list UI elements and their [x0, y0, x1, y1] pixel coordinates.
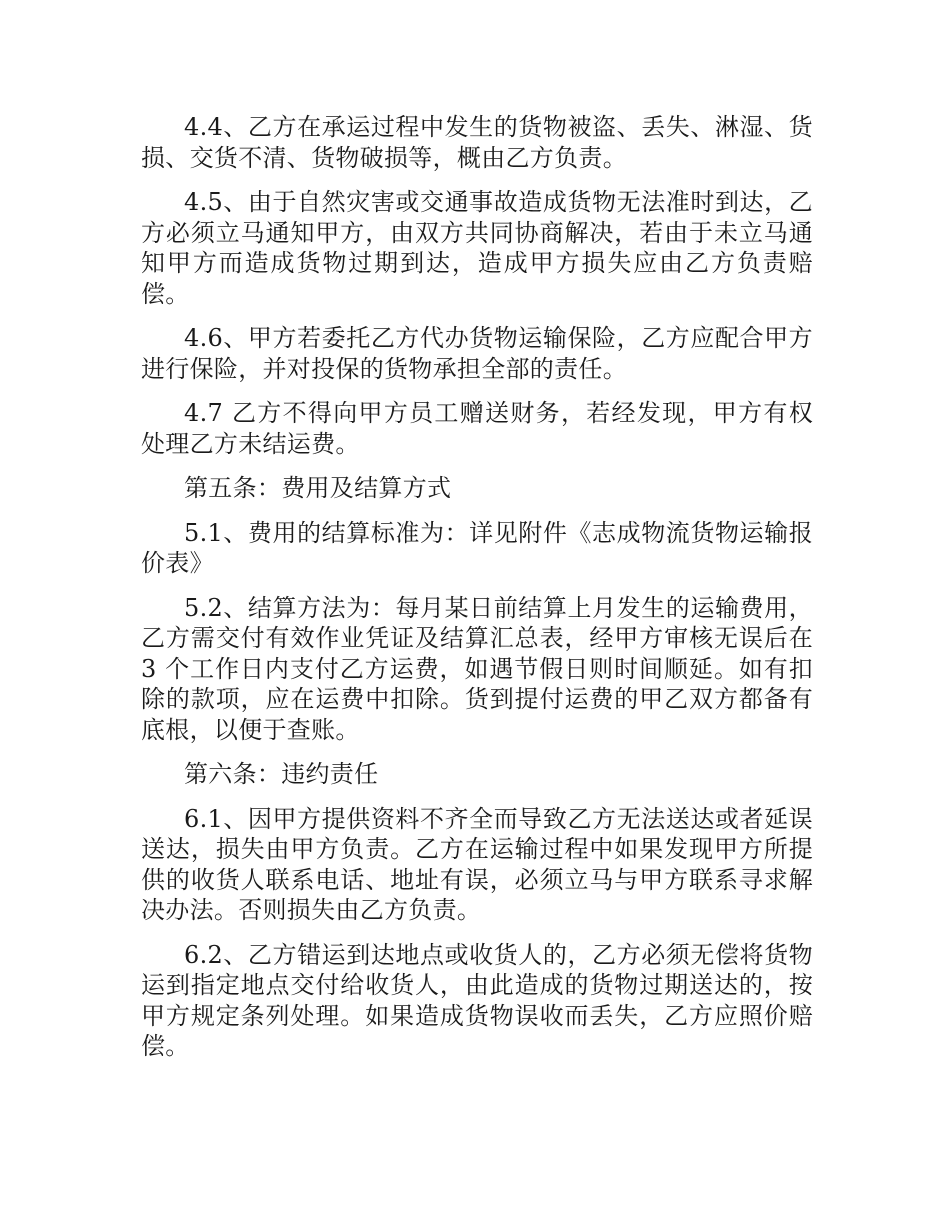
clause-4-4: 4.4、乙方在承运过程中发生的货物被盗、丢失、淋湿、货损、交货不清、货物破损等，概由乙方负责。 — [141, 113, 813, 172]
clause-5-1: 5.1、费用的结算标准为：详见附件《志成物流货物运输报价表》 — [141, 518, 813, 577]
clause-6-1: 6.1、因甲方提供资料不齐全而导致乙方无法送达或者延误送达，损失由甲方负责。乙方在运输过程中如果发现甲方所提供的收货人联系电话、地址有误，必须立马与甲方联系寻求解决办法。否则损失由乙方负责。 — [141, 804, 813, 924]
clause-4-6: 4.6、甲方若委托乙方代办货物运输保险，乙方应配合甲方进行保险，并对投保的货物承担全部的责任。 — [141, 324, 813, 383]
clause-4-5: 4.5、由于自然灾害或交通事故造成货物无法准时到达，乙方必须立马通知甲方，由双方共同协商解决，若由于未立马通知甲方而造成货物过期到达，造成甲方损失应由乙方负责赔偿。 — [141, 188, 813, 308]
clause-4-7: 4.7 乙方不得向甲方员工赠送财务，若经发现，甲方有权处理乙方未结运费。 — [141, 399, 813, 458]
clause-5-2: 5.2、结算方法为：每月某日前结算上月发生的运输费用，乙方需交付有效作业凭证及结算汇总表，经甲方审核无误后在 3 个工作日内支付乙方运费，如遇节假日则时间顺延。如有扣除的款项，应在运费中扣除。货到提付运费的甲乙双方都备有底根，以便于查账。 — [141, 593, 813, 744]
article-5-heading: 第五条：费用及结算方式 — [184, 474, 452, 502]
clause-6-2: 6.2、乙方错运到达地点或收货人的，乙方必须无偿将货物运到指定地点交付给收货人，由此造成的货物过期送达的，按甲方规定条列处理。如果造成货物误收而丢失，乙方应照价赔偿。 — [141, 940, 813, 1060]
article-6-heading: 第六条：违约责任 — [184, 760, 379, 788]
document-page — [141, 112, 813, 1076]
